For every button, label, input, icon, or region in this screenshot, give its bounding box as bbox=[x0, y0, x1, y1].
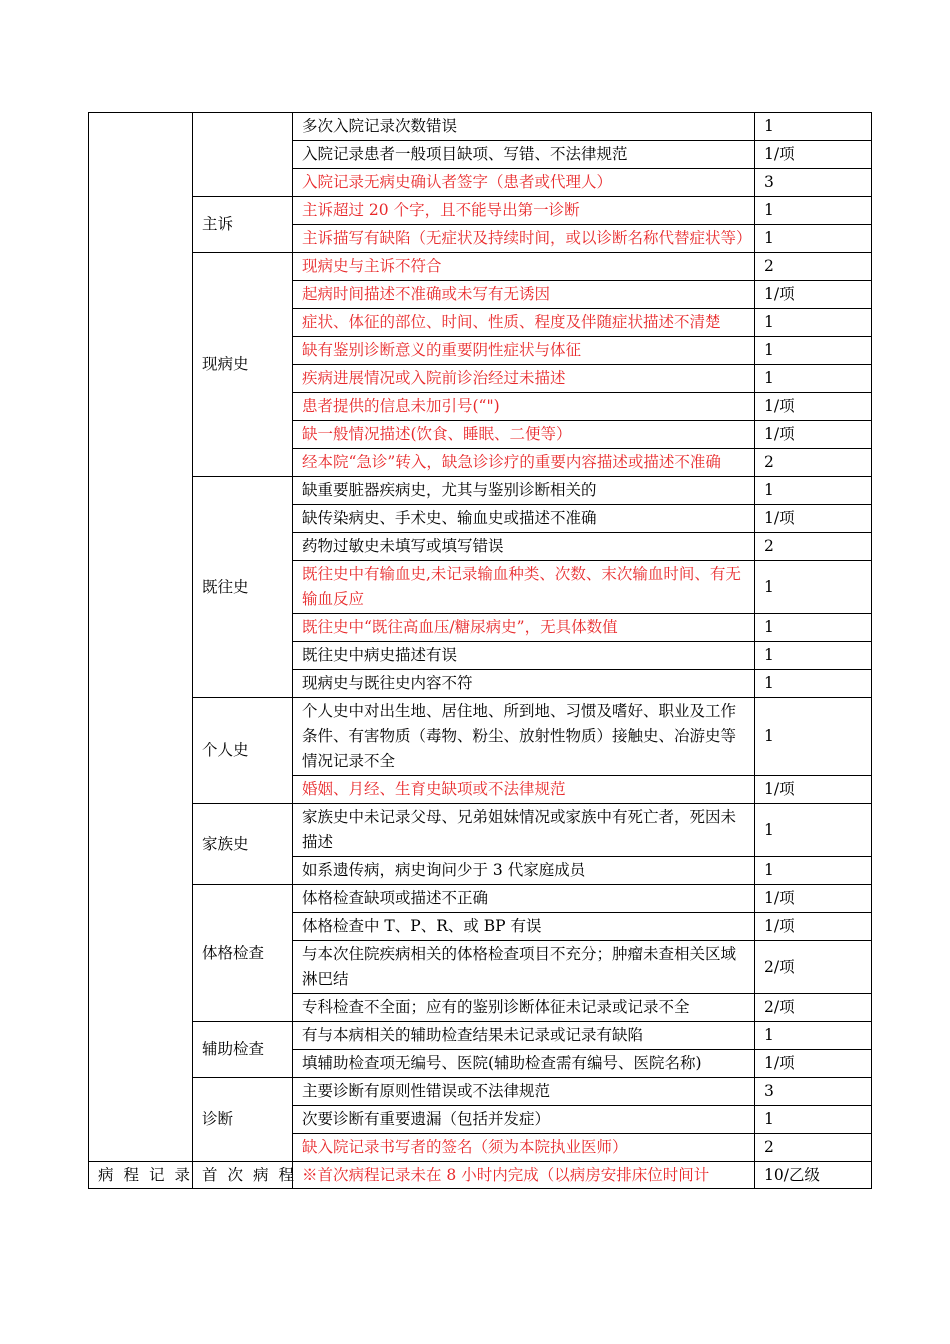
item-score: 1/项 bbox=[755, 421, 872, 449]
item-text: 婚姻、月经、生育史缺项或不法律规范 bbox=[293, 776, 755, 804]
item-score: 1/项 bbox=[755, 281, 872, 309]
table-row bbox=[89, 698, 872, 776]
item-score: 2 bbox=[755, 253, 872, 281]
item-score: 1 bbox=[755, 698, 872, 776]
table-row bbox=[89, 885, 872, 913]
item-text: 现病史与主诉不符合 bbox=[293, 253, 755, 281]
item-score: 1 bbox=[755, 1022, 872, 1050]
item-score: 2/项 bbox=[755, 994, 872, 1022]
scoring-table bbox=[88, 112, 872, 1189]
item-score: 1 bbox=[755, 614, 872, 642]
item-text: 体格检查中 T、P、R、或 BP 有误 bbox=[293, 913, 755, 941]
item-text: 体格检查缺项或描述不正确 bbox=[293, 885, 755, 913]
item-text: 既往史中“既往高血压/糖尿病史”，无具体数值 bbox=[293, 614, 755, 642]
table-row bbox=[89, 804, 872, 857]
item-text: 症状、体征的部位、时间、性质、程度及伴随症状描述不清楚 bbox=[293, 309, 755, 337]
table-row bbox=[89, 197, 872, 225]
item-text: 填辅助检查项无编号、医院(辅助检查需有编号、医院名称) bbox=[293, 1050, 755, 1078]
item-text: 缺重要脏器疾病史，尤其与鉴别诊断相关的 bbox=[293, 477, 755, 505]
item-text: 如系遗传病，病史询问少于 3 代家庭成员 bbox=[293, 857, 755, 885]
item-score: 1 bbox=[755, 1106, 872, 1134]
item-text: 与本次住院疾病相关的体格检查项目不充分；肿瘤未查相关区域淋巴结 bbox=[293, 941, 755, 994]
item-text: 有与本病相关的辅助检查结果未记录或记录有缺陷 bbox=[293, 1022, 755, 1050]
item-score: 1/项 bbox=[755, 141, 872, 169]
item-text: 入院记录患者一般项目缺项、写错、不法律规范 bbox=[293, 141, 755, 169]
item-score: 2 bbox=[755, 449, 872, 477]
item-score: 1 bbox=[755, 309, 872, 337]
item-text: 缺传染病史、手术史、输血史或描述不准确 bbox=[293, 505, 755, 533]
item-text: 疾病进展情况或入院前诊治经过未描述 bbox=[293, 365, 755, 393]
item-score: 1 bbox=[755, 670, 872, 698]
item-score: 1 bbox=[755, 477, 872, 505]
item-text: 缺有鉴别诊断意义的重要阴性症状与体征 bbox=[293, 337, 755, 365]
item-score: 1/项 bbox=[755, 393, 872, 421]
item-text: 多次入院记录次数错误 bbox=[293, 113, 755, 141]
item-text: 经本院“急诊”转入，缺急诊诊疗的重要内容描述或描述不准确 bbox=[293, 449, 755, 477]
section-label-xianbingshi: 现病史 bbox=[193, 253, 293, 477]
section-label-jiwangshi: 既往史 bbox=[193, 477, 293, 698]
item-score: 1/项 bbox=[755, 776, 872, 804]
item-text: 次要诊断有重要遗漏（包括并发症） bbox=[293, 1106, 755, 1134]
item-text: 主诉描写有缺陷（无症状及持续时间，或以诊断名称代替症状等） bbox=[293, 225, 755, 253]
section-label-zhenduan: 诊断 bbox=[193, 1078, 293, 1162]
item-score: 1 bbox=[755, 804, 872, 857]
table-row bbox=[89, 477, 872, 505]
item-text: 家族史中未记录父母、兄弟姐妹情况或家族中有死亡者，死因未描述 bbox=[293, 804, 755, 857]
item-score: 1/项 bbox=[755, 913, 872, 941]
section-label-gerenshi: 个人史 bbox=[193, 698, 293, 804]
item-score: 1 bbox=[755, 337, 872, 365]
item-score: 2 bbox=[755, 533, 872, 561]
item-score: 1 bbox=[755, 642, 872, 670]
section-label-tigejiancha: 体格检查 bbox=[193, 885, 293, 1022]
item-text: 药物过敏史未填写或填写错误 bbox=[293, 533, 755, 561]
section-label-fuzhujiancha: 辅助检查 bbox=[193, 1022, 293, 1078]
table-row bbox=[89, 1078, 872, 1106]
item-text: 起病时间描述不准确或未写有无诱因 bbox=[293, 281, 755, 309]
item-score: 1/项 bbox=[755, 885, 872, 913]
item-score: 3 bbox=[755, 1078, 872, 1106]
table-row bbox=[89, 1162, 872, 1189]
item-text: 主要诊断有原则性错误或不法律规范 bbox=[293, 1078, 755, 1106]
item-text: 现病史与既往史内容不符 bbox=[293, 670, 755, 698]
item-score: 3 bbox=[755, 169, 872, 197]
item-text: 患者提供的信息未加引号(“") bbox=[293, 393, 755, 421]
item-score: 1 bbox=[755, 857, 872, 885]
table-row bbox=[89, 113, 872, 141]
section-cell bbox=[193, 113, 293, 197]
item-score: 1/项 bbox=[755, 505, 872, 533]
section-label-zhusu: 主诉 bbox=[193, 197, 293, 253]
section-label-shoucibingcheng: 首次病程 bbox=[193, 1162, 293, 1189]
category-cell bbox=[89, 113, 193, 1162]
item-text: 个人史中对出生地、居住地、所到地、习惯及嗜好、职业及工作条件、有害物质（毒物、粉尘、放射性物质）接触史、冶游史等情况记录不全 bbox=[293, 698, 755, 776]
item-score: 10/乙级 bbox=[755, 1162, 872, 1189]
item-text: 既往史中有输血史,未记录输血种类、次数、末次输血时间、有无输血反应 bbox=[293, 561, 755, 614]
item-text: 主诉超过 20 个字，且不能导出第一诊断 bbox=[293, 197, 755, 225]
item-score: 1 bbox=[755, 365, 872, 393]
item-text: 既往史中病史描述有误 bbox=[293, 642, 755, 670]
item-score: 1 bbox=[755, 197, 872, 225]
item-score: 2 bbox=[755, 1134, 872, 1162]
item-text: 入院记录无病史确认者签字（患者或代理人） bbox=[293, 169, 755, 197]
table-row bbox=[89, 253, 872, 281]
item-text: 专科检查不全面；应有的鉴别诊断体征未记录或记录不全 bbox=[293, 994, 755, 1022]
item-score: 1 bbox=[755, 561, 872, 614]
item-text: ※首次病程记录未在 8 小时内完成（以病房安排床位时间计 bbox=[293, 1162, 755, 1189]
table-row bbox=[89, 1022, 872, 1050]
item-text: 缺一般情况描述(饮食、睡眠、二便等） bbox=[293, 421, 755, 449]
item-score: 1 bbox=[755, 113, 872, 141]
category-label-bingchengjilu: 病程记录 bbox=[89, 1162, 193, 1189]
item-score: 1/项 bbox=[755, 1050, 872, 1078]
section-label-jiazushi: 家族史 bbox=[193, 804, 293, 885]
item-text: 缺入院记录书写者的签名（须为本院执业医师） bbox=[293, 1134, 755, 1162]
item-score: 2/项 bbox=[755, 941, 872, 994]
item-score: 1 bbox=[755, 225, 872, 253]
